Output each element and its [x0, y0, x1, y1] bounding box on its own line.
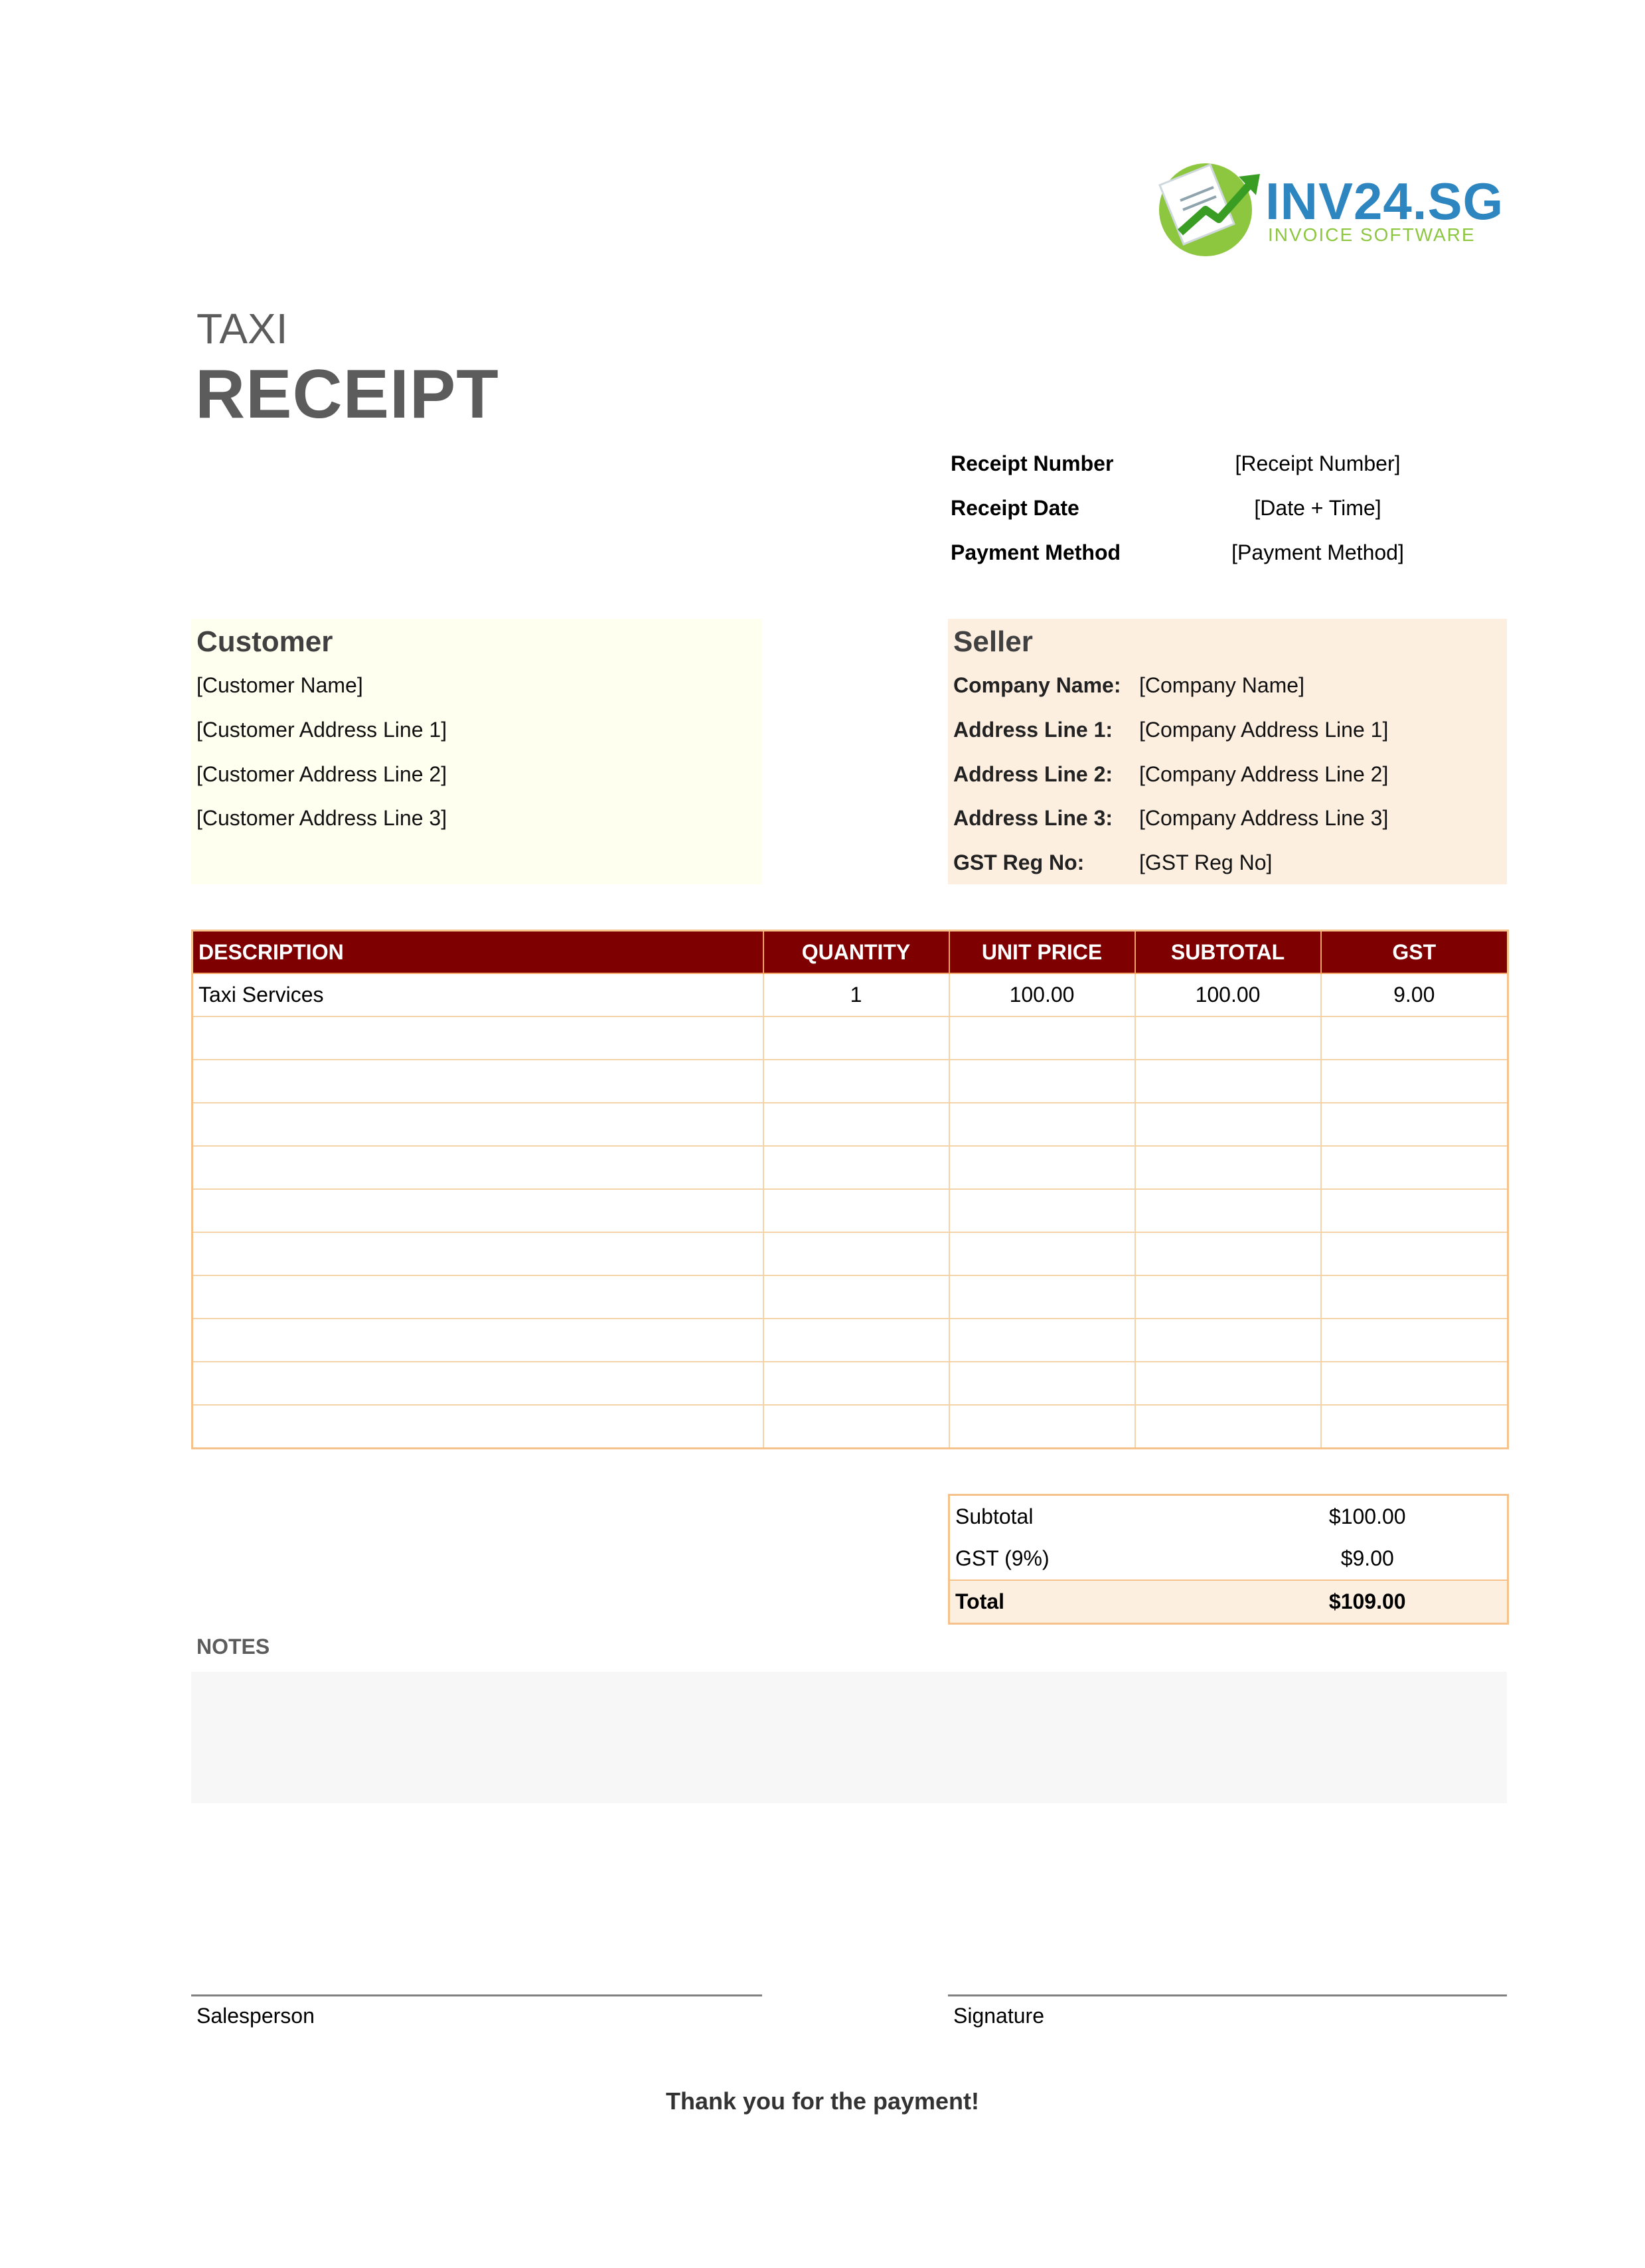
- table-row: [193, 1275, 1508, 1319]
- table-cell: [763, 1275, 949, 1319]
- payment-method-label: Payment Method: [951, 540, 1121, 564]
- address-line-1-value: [Company Address Line 1]: [1139, 718, 1389, 742]
- table-cell: [1135, 1319, 1321, 1362]
- seller-box: [948, 619, 1507, 884]
- address-line-1-label: Address Line 1:: [953, 718, 1113, 742]
- table-cell: [949, 1060, 1135, 1103]
- table-row: [193, 973, 1508, 1016]
- seller-heading: Seller: [953, 625, 1033, 658]
- table-cell: [1135, 1103, 1321, 1146]
- table-cell: [949, 1405, 1135, 1449]
- logo-icon: [1154, 154, 1267, 260]
- receipt-number-label: Receipt Number: [951, 451, 1114, 475]
- notes-box: [191, 1672, 1507, 1803]
- address-line-3-label: Address Line 3:: [953, 806, 1113, 830]
- payment-method-value: [Payment Method]: [1231, 540, 1404, 564]
- table-cell: [1135, 1405, 1321, 1449]
- thank-you-message: Thank you for the payment!: [665, 2087, 980, 2115]
- table-cell: [193, 1232, 763, 1275]
- salesperson-label: Salesperson: [196, 2004, 315, 2028]
- table-header-row: [193, 931, 1508, 974]
- table-cell: [1321, 1146, 1508, 1189]
- table-cell: [193, 1319, 763, 1362]
- subtotal-value: $100.00: [1328, 1504, 1406, 1528]
- table-cell: 100.00: [1135, 973, 1321, 1016]
- customer-name: [Customer Name]: [196, 673, 363, 697]
- total-value: $109.00: [1228, 1580, 1508, 1624]
- logo-name: INV24.SG: [1265, 172, 1504, 230]
- gst-reg-value: [GST Reg No]: [1139, 850, 1273, 874]
- table-cell: Taxi Services: [193, 973, 763, 1016]
- title-line1: TAXI: [196, 305, 288, 353]
- table-cell: [1135, 1146, 1321, 1189]
- receipt-number-value: [Receipt Number]: [1235, 451, 1401, 475]
- table-cell: [949, 1275, 1135, 1319]
- table-cell: [763, 1405, 949, 1449]
- gst-label: GST (9%): [955, 1546, 1050, 1570]
- customer-box: [191, 619, 762, 884]
- table-cell: [763, 1146, 949, 1189]
- table-cell: [1135, 1362, 1321, 1405]
- table-row: [193, 1362, 1508, 1405]
- table-cell: [193, 1275, 763, 1319]
- table-cell: [193, 1405, 763, 1449]
- table-cell: [763, 1103, 949, 1146]
- gst-reg-label: GST Reg No:: [953, 850, 1085, 874]
- table-cell: [1321, 1103, 1508, 1146]
- subtotal-row: [949, 1495, 1508, 1538]
- table-cell: [1321, 1362, 1508, 1405]
- company-name-label: Company Name:: [953, 673, 1121, 697]
- gst-value: $9.00: [1340, 1546, 1394, 1570]
- table-cell: 1: [763, 973, 949, 1016]
- col-header-unit-price: UNIT PRICE: [949, 931, 1135, 974]
- col-header-quantity: QUANTITY: [763, 931, 949, 974]
- table-cell: [193, 1362, 763, 1405]
- company-name-value: [Company Name]: [1139, 673, 1304, 697]
- table-row: [193, 1405, 1508, 1449]
- table-cell: [1135, 1016, 1321, 1060]
- salesperson-line: [191, 1994, 762, 1996]
- col-header-subtotal: SUBTOTAL: [1135, 931, 1321, 974]
- customer-address-2: [Customer Address Line 2]: [196, 762, 447, 786]
- table-cell: [1135, 1275, 1321, 1319]
- table-cell: [193, 1016, 763, 1060]
- table-cell: [949, 1016, 1135, 1060]
- table-row: [193, 1319, 1508, 1362]
- signature-line: [948, 1994, 1507, 1996]
- table-cell: [1135, 1060, 1321, 1103]
- table-cell: [949, 1103, 1135, 1146]
- table-cell: [193, 1146, 763, 1189]
- table-cell: [1321, 1060, 1508, 1103]
- total-label: Total: [949, 1580, 1228, 1624]
- table-cell: [763, 1319, 949, 1362]
- table-cell: [1321, 1016, 1508, 1060]
- receipt-date-value: [Date + Time]: [1254, 496, 1381, 520]
- table-cell: 100.00: [949, 973, 1135, 1016]
- table-cell: [763, 1016, 949, 1060]
- table-cell: [193, 1060, 763, 1103]
- table-cell: [763, 1189, 949, 1232]
- table-cell: [193, 1103, 763, 1146]
- customer-heading: Customer: [196, 625, 333, 658]
- table-row: [193, 1146, 1508, 1189]
- table-row: [193, 1103, 1508, 1146]
- col-header-description: DESCRIPTION: [193, 931, 763, 974]
- table-cell: [1321, 1189, 1508, 1232]
- table-cell: [1135, 1232, 1321, 1275]
- address-line-3-value: [Company Address Line 3]: [1139, 806, 1389, 830]
- table-row: [193, 1016, 1508, 1060]
- table-cell: 9.00: [1321, 973, 1508, 1016]
- table-cell: [193, 1189, 763, 1232]
- customer-address-3: [Customer Address Line 3]: [196, 806, 447, 830]
- table-row: [193, 1189, 1508, 1232]
- customer-address-1: [Customer Address Line 1]: [196, 718, 447, 742]
- address-line-2-label: Address Line 2:: [953, 762, 1113, 786]
- table-cell: [1321, 1232, 1508, 1275]
- receipt-date-label: Receipt Date: [951, 496, 1079, 520]
- page-title: RECEIPT: [195, 356, 499, 433]
- table-row: [193, 1060, 1508, 1103]
- table-cell: [763, 1060, 949, 1103]
- table-cell: [763, 1362, 949, 1405]
- address-line-2-value: [Company Address Line 2]: [1139, 762, 1389, 786]
- notes-label: NOTES: [196, 1635, 270, 1659]
- subtotal-label: Subtotal: [955, 1504, 1034, 1528]
- table-cell: [949, 1362, 1135, 1405]
- signature-label: Signature: [953, 2004, 1044, 2028]
- table-row: [193, 1232, 1508, 1275]
- table-cell: [1321, 1319, 1508, 1362]
- table-cell: [949, 1189, 1135, 1232]
- items-table: [191, 930, 1509, 1449]
- logo-tagline: INVOICE SOFTWARE: [1268, 224, 1476, 245]
- table-cell: [949, 1146, 1135, 1189]
- table-cell: [949, 1319, 1135, 1362]
- gst-row: [949, 1538, 1508, 1580]
- table-cell: [763, 1232, 949, 1275]
- table-cell: [1321, 1405, 1508, 1449]
- table-cell: [1135, 1189, 1321, 1232]
- table-cell: [1321, 1275, 1508, 1319]
- totals-table: [948, 1494, 1509, 1625]
- table-cell: [949, 1232, 1135, 1275]
- total-row: [949, 1580, 1508, 1624]
- col-header-gst: GST: [1321, 931, 1508, 974]
